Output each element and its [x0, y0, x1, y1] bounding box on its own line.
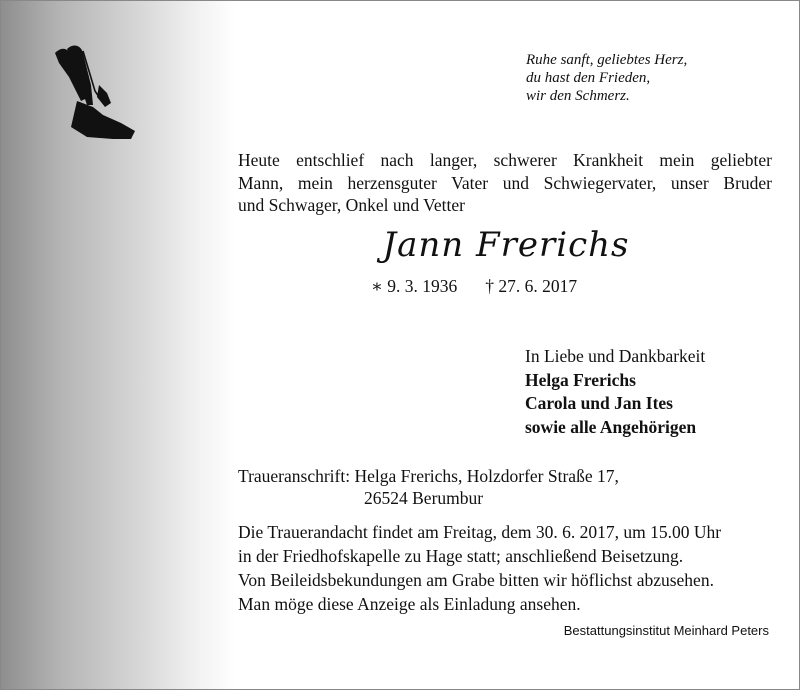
info-line: in der Friedhofskapelle zu Hage statt; anschließend Beisetzung.: [238, 546, 684, 566]
intro-text: [238, 149, 772, 217]
verse: [526, 51, 687, 105]
verse-line: wir den Schmerz.: [526, 88, 630, 104]
signers: [525, 345, 705, 439]
life-dates: [371, 276, 577, 297]
intro-line: und Schwager, Onkel und Vetter: [238, 195, 465, 215]
intro-line: Heute entschlief nach langer, schwerer Krankheit mein geliebter: [238, 150, 772, 170]
signer-name: Carola und Jan Ites: [525, 393, 673, 413]
info-line: Man möge diese Anzeige als Einladung ansehen.: [238, 594, 581, 614]
signers-intro: In Liebe und Dankbarkeit: [525, 346, 706, 366]
ceremony-info: [238, 520, 772, 616]
signer-name: Helga Frerichs: [525, 369, 636, 390]
praying-hands-icon: [47, 41, 139, 141]
address-line: 26524 Berumbur: [364, 488, 484, 508]
intro-line: Mann, mein herzensguter Vater und Schwiegervater, unser Bruder: [238, 172, 772, 193]
birth-date: ∗ 9. 3. 1936: [371, 276, 458, 296]
deceased-name: Jann Frerichs: [382, 225, 630, 265]
info-line: Die Trauerandacht findet am Freitag, dem 30. 6. 2017, um 15.00 Uhr: [238, 522, 722, 542]
mourning-address: [238, 465, 619, 509]
address-line: Traueranschrift: Helga Frerichs, Holzdorfer Straße 17,: [238, 466, 619, 486]
verse-line: Ruhe sanft, geliebtes Herz,: [526, 52, 688, 68]
info-line: Von Beileidsbekundungen am Grabe bitten wir höflichst abzusehen.: [238, 570, 714, 590]
undertaker-credit: Bestattungsinstitut Meinhard Peters: [563, 623, 769, 638]
signer-name: sowie alle Angehörigen: [525, 416, 697, 437]
verse-line: du hast den Frieden,: [526, 70, 651, 86]
death-date: † 27. 6. 2017: [485, 276, 578, 296]
